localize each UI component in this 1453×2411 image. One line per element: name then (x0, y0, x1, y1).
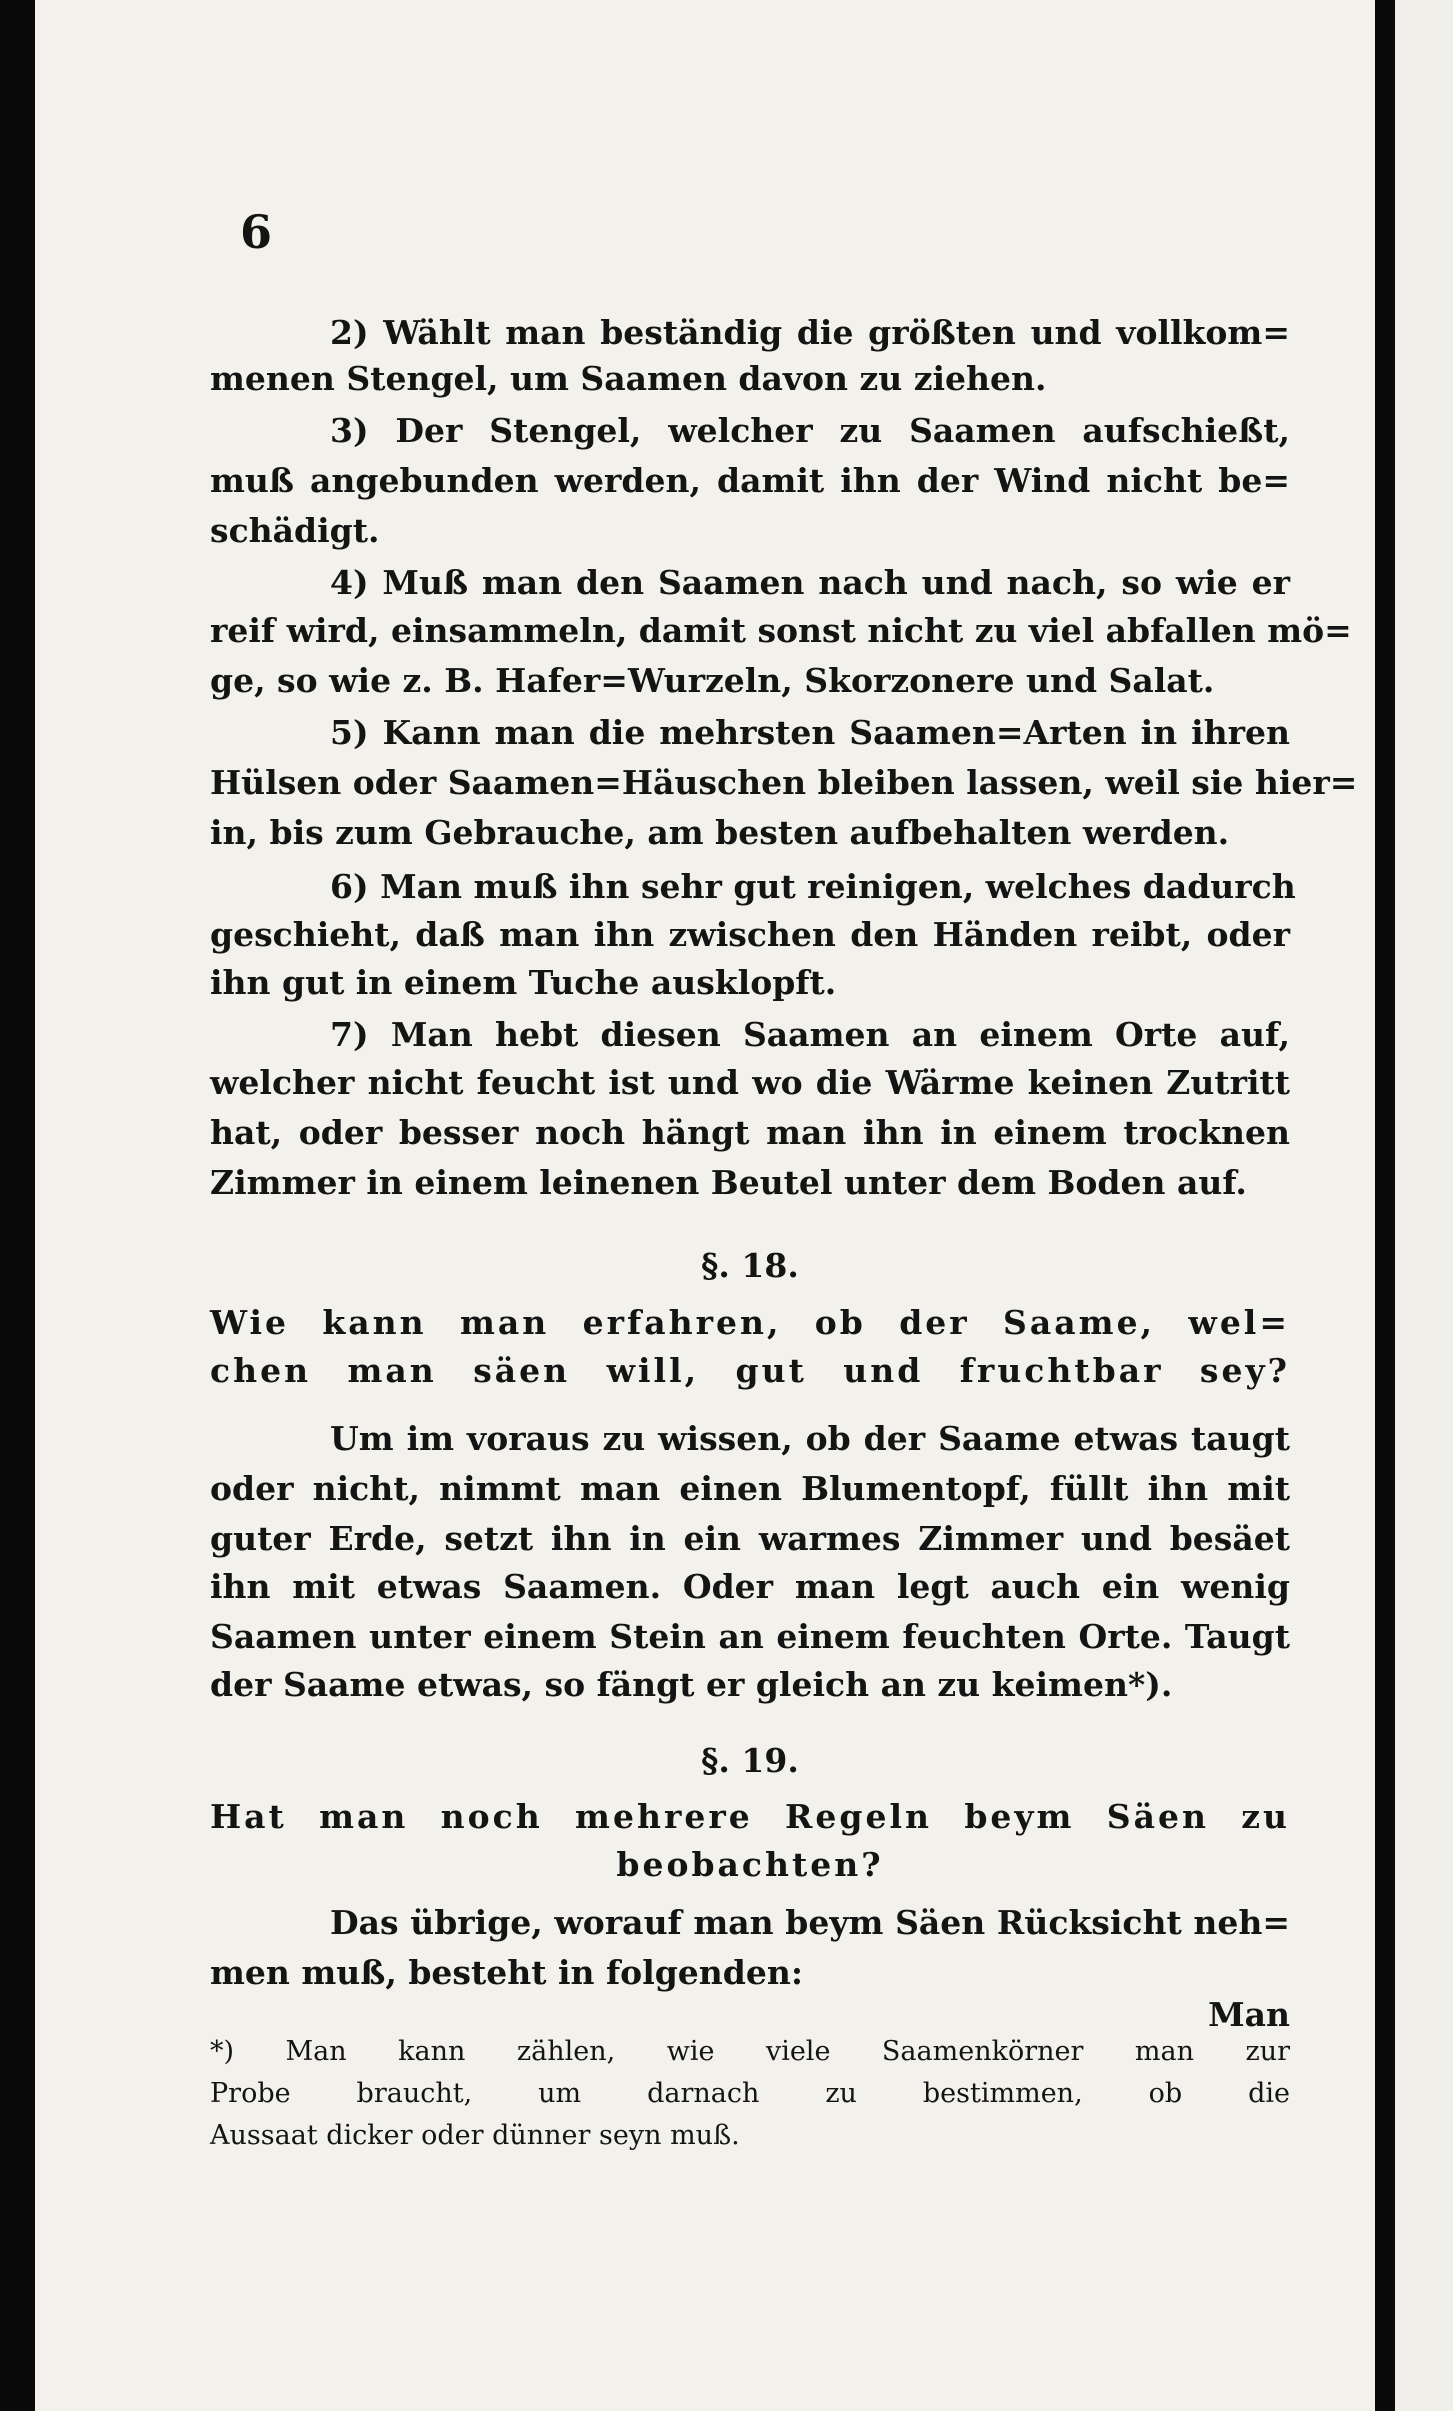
text-line: ge, so wie z. B. Hafer=Wurzeln, Skorzonere und Salat. (210, 661, 1215, 700)
footnote-line: *) Man kann zählen, wie viele Saamenkörner man zur (210, 2036, 1290, 2067)
text-line: Zimmer in einem leinenen Beutel unter dem Boden auf. (210, 1163, 1247, 1202)
text-line: Hülsen oder Saamen=Häuschen bleiben lassen, weil sie hier= (210, 763, 1358, 802)
text-line: 3) Der Stengel, welcher zu Saamen aufschießt, (330, 411, 1290, 450)
section-number: §. 19. (701, 1741, 799, 1780)
text-line: geschieht, daß man ihn zwischen den Händen reibt, oder (210, 915, 1290, 954)
section-heading: chen man säen will, gut und fruchtbar sey? (210, 1351, 1290, 1390)
text-line: ihn mit etwas Saamen. Oder man legt auch ein wenig (210, 1567, 1290, 1606)
footnote-line: Probe braucht, um darnach zu bestimmen, ob die (210, 2078, 1290, 2109)
text-line: menen Stengel, um Saamen davon zu ziehen. (210, 359, 1047, 398)
text-line: muß angebunden werden, damit ihn der Wind nicht be= (210, 461, 1290, 500)
text-line: hat, oder besser noch hängt man ihn in einem trocknen (210, 1113, 1290, 1152)
text-line: 5) Kann man die mehrsten Saamen=Arten in ihren (330, 713, 1290, 752)
page-number: 6 (240, 205, 273, 259)
text-line: der Saame etwas, so fängt er gleich an zu keimen*). (210, 1665, 1173, 1704)
section-heading: beobachten? (616, 1845, 884, 1884)
text-line: ihn gut in einem Tuche ausklopft. (210, 963, 837, 1002)
adjacent-page-edge (1395, 0, 1453, 2411)
text-line: 4) Muß man den Saamen nach und nach, so wie er (330, 563, 1290, 602)
section-heading: Wie kann man erfahren, ob der Saame, wel= (210, 1303, 1290, 1342)
catchword: Man (1208, 1995, 1290, 2034)
footnote-line: Aussaat dicker oder dünner seyn muß. (210, 2120, 740, 2151)
section-number: §. 18. (701, 1246, 799, 1285)
text-line: in, bis zum Gebrauche, am besten aufbehalten werden. (210, 813, 1230, 852)
text-line: Saamen unter einem Stein an einem feuchten Orte. Taugt (210, 1617, 1290, 1656)
text-line: welcher nicht feucht ist und wo die Wärme keinen Zutritt (210, 1063, 1290, 1102)
text-line: oder nicht, nimmt man einen Blumentopf, füllt ihn mit (210, 1469, 1290, 1508)
text-line: Um im voraus zu wissen, ob der Saame etwas taugt (330, 1419, 1290, 1458)
section-heading: Hat man noch mehrere Regeln beym Säen zu (210, 1797, 1290, 1836)
text-line: reif wird, einsammeln, damit sonst nicht zu viel abfallen mö= (210, 611, 1352, 650)
text-line: schädigt. (210, 511, 380, 550)
text-line: Das übrige, worauf man beym Säen Rücksicht neh= (330, 1903, 1290, 1942)
text-line: 2) Wählt man beständig die größten und vollkom= (330, 313, 1290, 352)
text-line: men muß, besteht in folgenden: (210, 1953, 804, 1992)
text-line: 6) Man muß ihn sehr gut reinigen, welches dadurch (330, 867, 1296, 906)
text-line: guter Erde, setzt ihn in ein warmes Zimmer und besäet (210, 1519, 1290, 1558)
text-line: 7) Man hebt diesen Saamen an einem Orte auf, (330, 1015, 1290, 1054)
